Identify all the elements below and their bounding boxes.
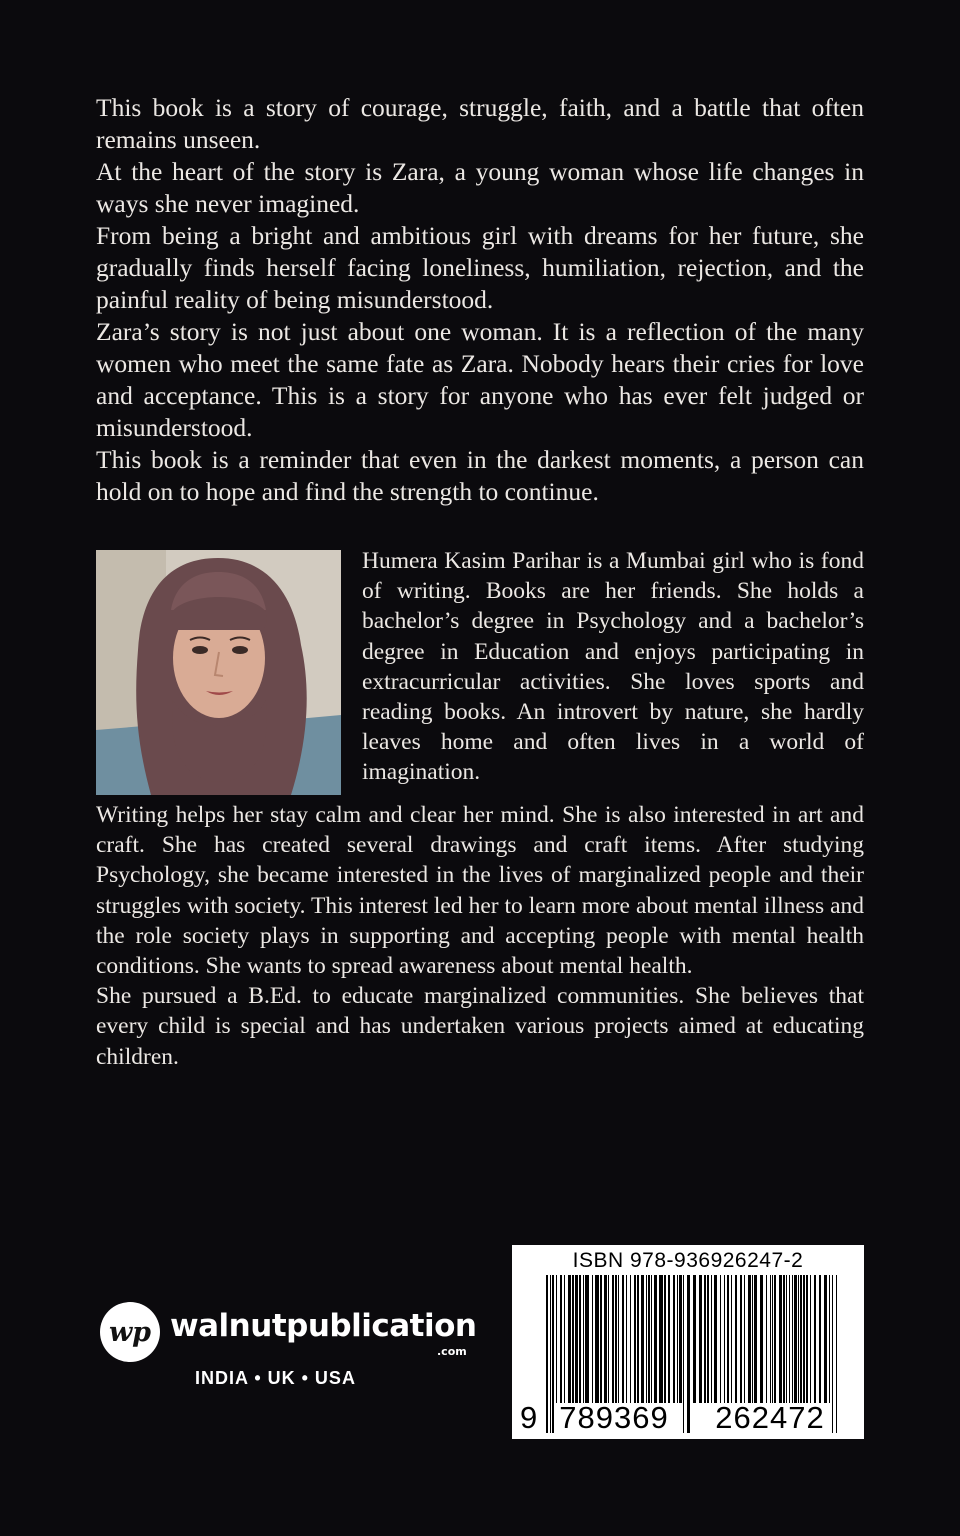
barcode-bar [704,1275,706,1403]
blurb-paragraph: This book is a story of courage, struggle, faith, and a battle that often remains unseen. [96,93,864,154]
publisher-monogram-icon: wp [100,1302,160,1362]
isbn-label: ISBN 978-936926247-2 [572,1249,804,1272]
blurb-paragraph: From being a bright and ambitious girl with dreams for her future, she gradually finds herself facing loneliness, humiliation, rejection, and the painful reality of being misunderstood. [96,221,864,314]
barcode-bar [693,1275,696,1403]
publisher-logo [100,1302,480,1392]
barcode-bar [585,1275,589,1403]
barcode-bar [824,1275,827,1403]
barcode-bar [800,1275,802,1403]
barcode-bar [556,1275,557,1403]
barcode-bar [634,1275,636,1403]
barcode-bar [608,1275,609,1403]
barcode-bar [748,1275,751,1403]
barcode-bar [618,1275,619,1403]
barcode-bar [814,1275,816,1403]
barcode-bar [568,1275,571,1403]
barcode-bar [600,1275,602,1403]
barcode-bar [786,1275,787,1403]
barcode-bar [677,1275,678,1403]
blurb-paragraph: At the heart of the story is Zara, a young woman whose life changes in ways she never imagined. [96,157,864,218]
barcode-bar [810,1275,811,1403]
barcode-bar [572,1275,574,1403]
barcode-bar [641,1275,644,1403]
barcode-bar [724,1275,725,1403]
barcode-bar [740,1275,742,1403]
barcode-bar [727,1275,729,1403]
barcode-bar [754,1275,757,1403]
barcode-bar [687,1275,690,1433]
bio-paragraph: Writing helps her stay calm and clear her mind. She is also interested in art and craft. She has created several drawings and craft items. After studying Psychology, she became interested in the lives of marginalized people and their struggles with society. This interest led her to learn more about mental illness and the role society plays in supporting and accepting people with mental health conditions. She wants to spread awareness about mental health. [96,802,864,980]
barcode-bar [798,1275,799,1403]
barcode-bar [744,1275,745,1403]
barcode-bar [735,1275,737,1403]
barcode-bar [731,1275,732,1403]
barcode-bar [803,1275,805,1403]
barcode-bar [622,1275,624,1403]
barcode-digit-first: 9 [520,1400,538,1435]
barcode-bar [760,1275,763,1403]
barcode-bar [592,1275,593,1403]
barcode-bar [720,1275,721,1403]
barcode-digits-right: 262472 [715,1400,825,1435]
barcode-bar [612,1275,614,1403]
publisher-name: walnutpublication [170,1308,477,1344]
barcode-bar [575,1275,578,1403]
barcode-bar [626,1275,627,1403]
bio-paragraph: She pursued a B.Ed. to educate marginalized communities. She believes that every child is special and has undertaken various projects aimed at educating children. [96,983,864,1070]
barcode-bar [673,1275,675,1403]
blurb-paragraph: Zara’s story is not just about one woman. It is a reflection of the many women who meet the same fate as Zara. Nobody hears their cries for love and acceptance. This is a story for anyone who has ever felt judged or misunderstood. [96,317,864,442]
barcode-bar [564,1275,565,1403]
barcode-bar [664,1275,666,1403]
author-bio [96,800,864,1072]
barcode-bar [752,1275,753,1403]
barcode-bar [595,1275,599,1403]
barcode-bar [792,1275,793,1403]
barcode-bar [659,1275,663,1403]
barcode-bar [707,1275,709,1403]
barcode-bar [699,1275,702,1403]
blurb-paragraph: This book is a reminder that even in the darkest moments, a person can hold on to hope and find the strength to continue. [96,445,864,506]
author-bio-intro: Humera Kasim Parihar is a Mumbai girl who is fond of writing. Books are her friends. She holds a bachelor’s degree in Psychology and a bachelor’s degree in Education and enjoys participating in extracurricular activities. She loves sports and reading books. An introvert by nature, she hardly leaves home and often lives in a world of imagination. [362,548,864,786]
barcode-bar [774,1275,776,1403]
barcode-bar [794,1275,797,1403]
author-photo [96,550,341,795]
barcode-bar [711,1275,712,1403]
isbn-barcode [512,1245,864,1439]
barcode-bar [783,1275,785,1403]
barcode-digits-left: 789369 [559,1400,669,1435]
barcode-bar [829,1275,830,1403]
barcode-bar [679,1275,682,1403]
barcode-bar [560,1275,562,1403]
publisher-domain-suffix: .com [437,1345,467,1358]
barcode-bar [654,1275,657,1403]
barcode-bar [651,1275,652,1403]
barcode-bar [683,1275,684,1433]
barcode-bar [819,1275,821,1403]
barcode-bar [583,1275,584,1403]
barcode-bar [637,1275,639,1403]
barcode-bar [604,1275,607,1403]
barcode-bar [579,1275,581,1403]
barcode-bar [646,1275,647,1403]
barcode-bar [779,1275,782,1403]
barcode-bar [615,1275,617,1403]
barcode-bar [714,1275,717,1403]
barcode-bar [648,1275,650,1403]
publisher-countries: INDIA • UK • USA [195,1368,356,1388]
barcode-bar [668,1275,670,1403]
barcode-bar [806,1275,808,1403]
barcode-bar [772,1275,773,1403]
barcode-bar [836,1275,837,1433]
barcode-bar [766,1275,767,1403]
barcode-bar [630,1275,631,1403]
barcode-bar [770,1275,771,1403]
book-blurb [96,92,864,508]
barcode-bar [789,1275,790,1403]
